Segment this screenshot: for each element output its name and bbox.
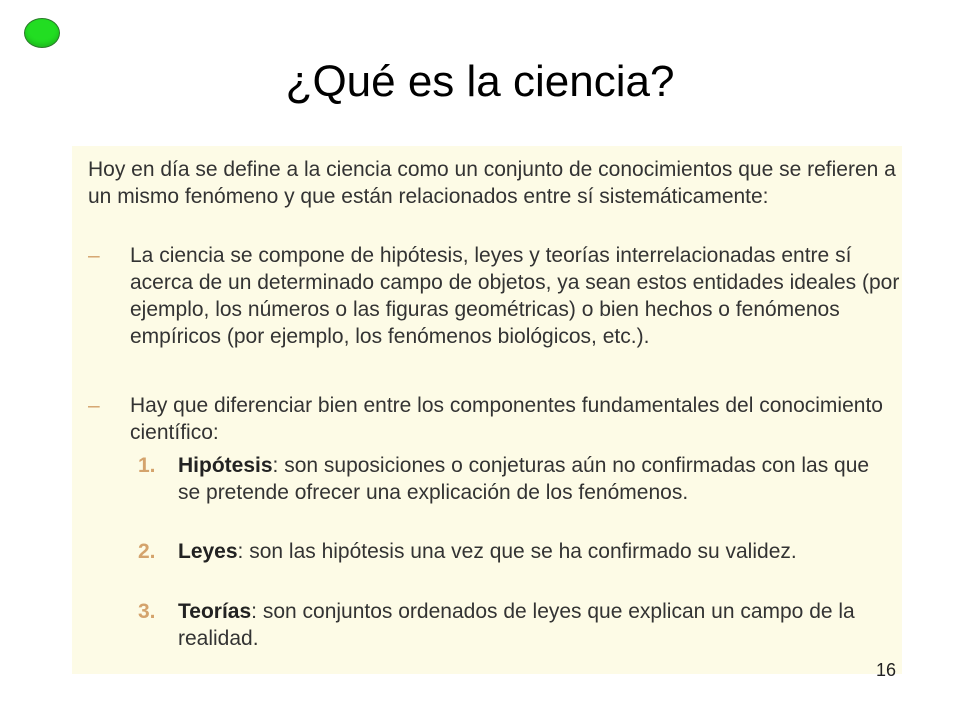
item-term: Hipótesis xyxy=(178,454,273,477)
dash-marker: – xyxy=(88,244,100,267)
item-number: 2. xyxy=(138,540,156,563)
item-text xyxy=(178,452,890,506)
slide-title: ¿Qué es la ciencia? xyxy=(285,57,675,106)
dash-marker: – xyxy=(88,394,100,417)
item-term: Leyes xyxy=(178,540,238,563)
green-oval-button[interactable] xyxy=(24,18,60,48)
intro-paragraph: Hoy en día se define a la ciencia como un conjunto de conocimientos que se refieren a un mismo fenómeno y que están relacionados entre sí sistemáticamente: xyxy=(88,158,896,208)
page-number: 16 xyxy=(876,660,897,680)
bullet-text: Hay que diferenciar bien entre los componentes fundamentales del conocimiento científico: xyxy=(130,394,883,444)
content-box xyxy=(72,146,902,674)
item-text xyxy=(178,598,890,652)
item-text xyxy=(178,538,890,565)
item-definition: : son conjuntos ordenados de leyes que explican un campo de la realidad. xyxy=(178,600,855,650)
item-definition: : son suposiciones o conjeturas aún no confirmadas con las que se pretende ofrecer una explicación de los fenómenos. xyxy=(178,454,870,504)
item-number: 3. xyxy=(138,600,156,623)
item-number: 1. xyxy=(138,454,156,477)
bullet-text: La ciencia se compone de hipótesis, leyes y teorías interrelacionadas entre sí acerca de un determinado campo de objetos, ya sean estos entidades ideales (por ejemplo, los números o las figuras geométricas) o bien hechos o fenómenos empíricos (por ejemplo, los fenómenos biológicos, etc.). xyxy=(130,244,900,348)
item-term: Teorías xyxy=(178,600,252,623)
item-definition: : son las hipótesis una vez que se ha confirmado su validez. xyxy=(237,540,797,563)
